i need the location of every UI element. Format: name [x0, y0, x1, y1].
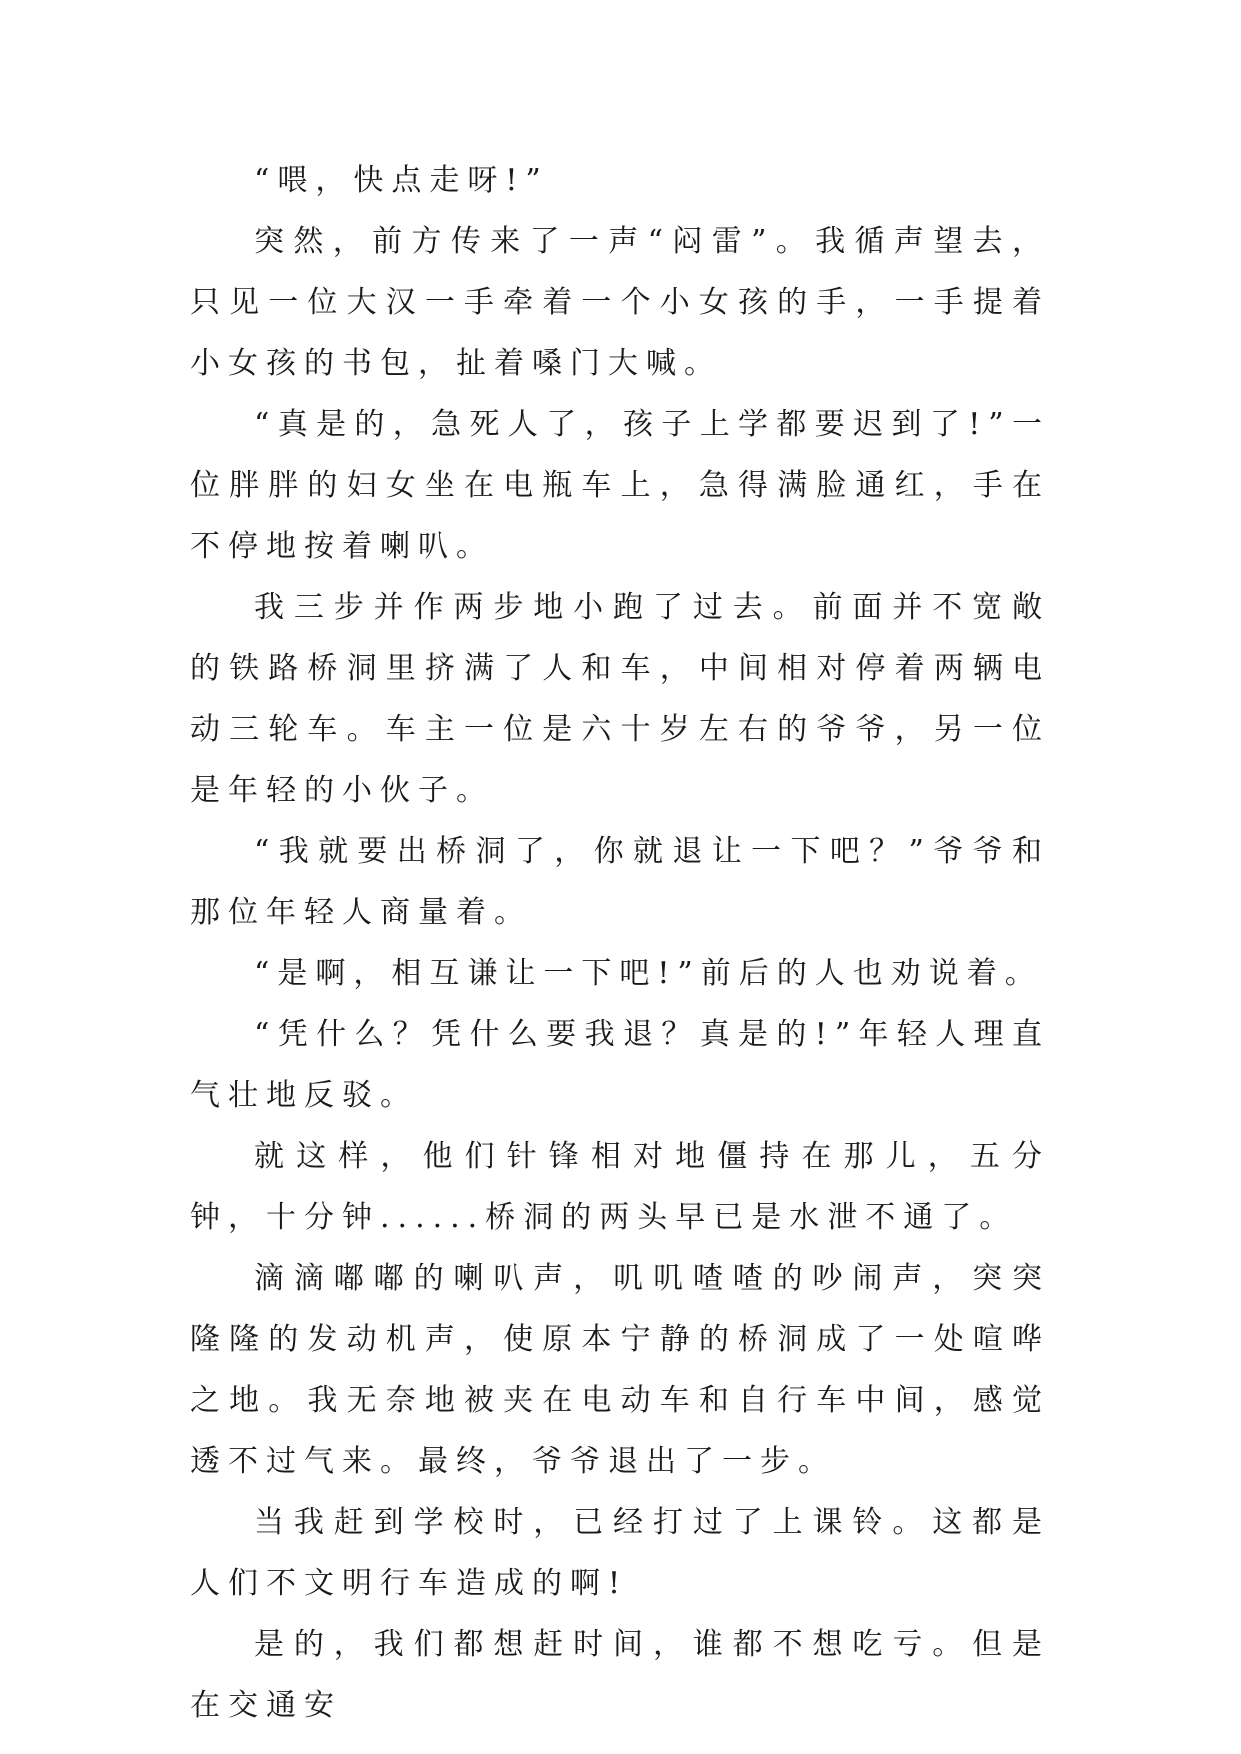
paragraph-2: 突然，前方传来了一声“闷雷”。我循声望去，只见一位大汉一手牵着一个小女孩的手，一手提着小女孩的书包，扯着嗓门大喊。 [190, 224, 1050, 381]
paragraph-3: “真是的，急死人了，孩子上学都要迟到了!”一位胖胖的妇女坐在电瓶车上，急得满脸通红，手在不停地按着喇叭。 [190, 407, 1050, 564]
paragraph-11: 是的，我们都想赶时间，谁都不想吃亏。但是在交通安 [190, 1627, 1050, 1723]
paragraph-9: 滴滴嘟嘟的喇叭声，叽叽喳喳的吵闹声，突突隆隆的发动机声，使原本宁静的桥洞成了一处喧哗之地。我无奈地被夹在电动车和自行车中间，感觉透不过气来。最终，爷爷退出了一步。 [190, 1261, 1050, 1479]
paragraph-4: 我三步并作两步地小跑了过去。前面并不宽敞的铁路桥洞里挤满了人和车，中间相对停着两辆电动三轮车。车主一位是六十岁左右的爷爷，另一位是年轻的小伙子。 [190, 590, 1050, 808]
document-body [190, 150, 1050, 1736]
paragraph-7: “凭什么？凭什么要我退？真是的!”年轻人理直气壮地反驳。 [190, 1017, 1050, 1113]
paragraph-1: “喂，快点走呀!” [254, 163, 549, 198]
paragraph-6: “是啊，相互谦让一下吧!”前后的人也劝说着。 [254, 956, 1043, 991]
paragraph-10: 当我赶到学校时，已经打过了上课铃。这都是人们不文明行车造成的啊! [190, 1505, 1050, 1601]
paragraph-5: “我就要出桥洞了，你就退让一下吧？”爷爷和那位年轻人商量着。 [190, 834, 1050, 930]
paragraph-8: 就这样，他们针锋相对地僵持在那儿，五分钟，十分钟......桥洞的两头早已是水泄不通了。 [190, 1139, 1050, 1235]
